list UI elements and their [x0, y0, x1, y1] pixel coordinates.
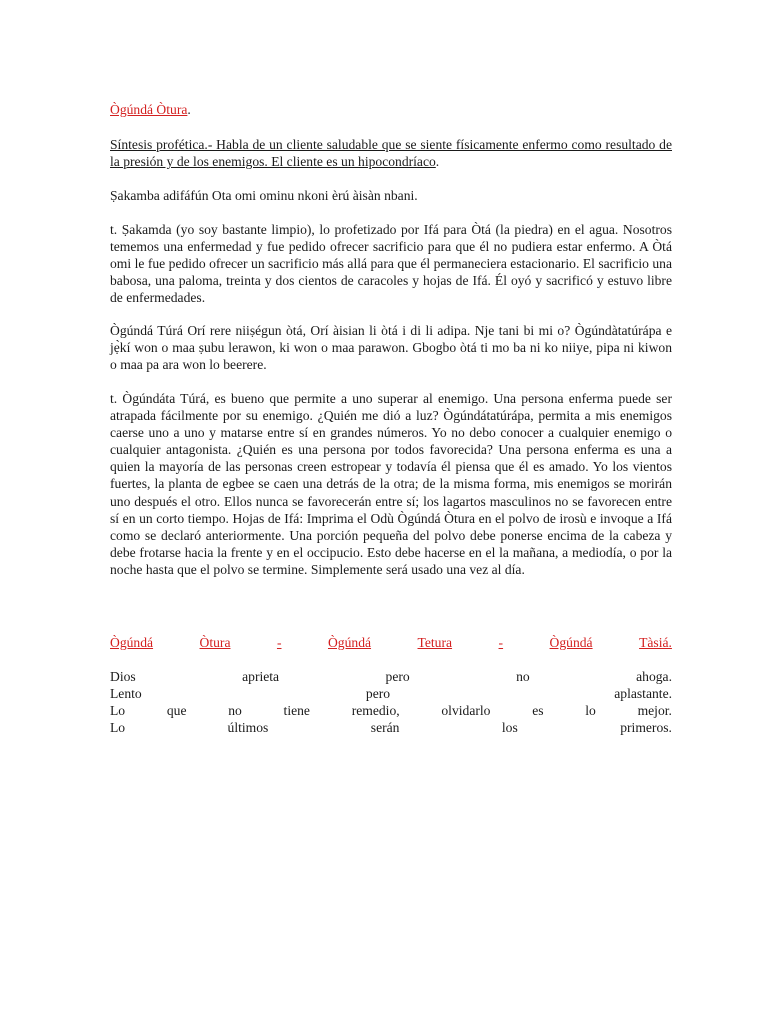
yoruba-verse-2: Ògúndá Túrá Orí rere niiṣégun òtá, Orí àisian li òtá i di li adipa. Nje tani bi mi o? Ògúndàtatúrápa e jẹ̀kí won o maa ṣubu lerawon, ki won o maa parawon. Gbogbo òtá ti mo ba ni ko niiye, pipa ni kiwon o maa pa ara won lo beerere.: [110, 323, 672, 373]
proverb-word: no: [516, 669, 530, 684]
proverb-line: [110, 668, 672, 685]
separator: -: [276, 635, 282, 650]
proverb-line: [110, 719, 672, 736]
synthesis-suffix: .: [435, 154, 440, 170]
odu-name: Tàsiá.: [639, 635, 672, 650]
proverb-word: tiene: [283, 703, 310, 719]
translation-paragraph-2: t. Ògúndáta Túrá, es bueno que permite a uno superar al enemigo. Una persona enferma puede ser atrapada fácilmente por su enemigo. ¿Quién me dió a luz? Ògúndátatúrápa, permita a mis enemigos caerse uno a uno y matarse entre sí en grandes números. Yo no debo conocer a cualquier enemigo o cualquier antagonista. ¿Quién es una persona por todos favorecida? Una persona enferma es una a quien la mayoría de las personas creen estropear y todavía él piensa que él es amado. Yo los vientos fuertes, la planta de egbee se caen una detrás de la otra; de la misma forma, mis enemigos se morirán uno después el otro. Ellos nunca se favorecerán entre sí; los lagartos masculinos no se favorecen entre sí en un corto tiempo. Hojas de Ifá: Imprima el Odù Ògúndá Òtura en el polvo de irosù e invoque a Ifá como se declaró anteriormente. Una porción pequeña del polvo debe ponerse encima de la cabeza y debe frotarse hacia la frente y en el occipucio. Esto debe hacerse en el la mañana, a mediodía, o por la noche hasta que el polvo se termine. Simplemente será usado una vez al día.: [110, 391, 672, 577]
proverb-word: lo: [585, 703, 596, 719]
proverb-word: olvidarlo: [441, 703, 491, 719]
proverb-word: aplastante.: [614, 686, 672, 702]
odu-name: Òtura: [199, 635, 231, 650]
proverb-word: primeros.: [620, 720, 672, 736]
odu-name: Ògúndá: [110, 635, 154, 650]
proverb-word: aprieta: [242, 669, 280, 684]
proverb-word: remedio,: [351, 703, 400, 719]
odu-name: Ògúndá: [549, 635, 593, 650]
synthesis-paragraph: [110, 136, 672, 170]
proverb-word: los: [501, 720, 518, 736]
odu-name: Ògúndá: [327, 635, 372, 650]
odu-names-line: [110, 634, 672, 651]
proverb-word: Lo: [110, 703, 126, 719]
proverb-word: que: [166, 703, 187, 719]
proverb-word: ahoga.: [636, 669, 672, 684]
title-suffix: .: [187, 102, 191, 117]
proverb-word: serán: [370, 720, 400, 736]
proverb-word: Dios: [110, 669, 136, 684]
proverb-word: Lo: [110, 720, 126, 736]
proverb-word: es: [532, 703, 544, 719]
proverb-line: [110, 685, 672, 702]
synthesis-text: Síntesis profética.- Habla de un cliente saludable que se siente físicamente enfermo como resultado de la presión y de los enemigos. El cliente es un hipocondríaco: [110, 137, 672, 170]
proverbs-list: [110, 668, 672, 736]
translation-paragraph-1: t. Ṣakamda (yo soy bastante limpio), lo profetizado por Ifá para Òtá (la piedra) en el agua. Nosotros tememos una enfermedad y fue pedido ofrecer sacrificio para que él no pudiera estar enfermo. A Òtá omi le fue pedido ofrecer un sacrificio más allá para que él permaneciera estacionario. El sacrificio una babosa, una paloma, treinta y dos cientos de caracoles y hojas de Ifá. Él oyó y sacrificó y estuvo libre de enfermedades.: [110, 222, 672, 306]
proverb-word: mejor.: [637, 703, 672, 719]
proverb-word: últimos: [227, 720, 269, 736]
odu-name: Tetura: [417, 635, 453, 650]
proverb-word: pero: [385, 669, 410, 684]
proverb-word: no: [228, 703, 242, 719]
proverb-word: pero: [365, 686, 391, 702]
separator: -: [498, 635, 504, 650]
title-text: Ògúndá Òtura: [110, 102, 188, 117]
proverb-word: Lento: [110, 686, 142, 702]
proverb-line: [110, 702, 672, 719]
yoruba-verse-1: Ṣakamba adifáfún Ota omi ominu nkoni èrú àisàn nbani.: [110, 188, 418, 203]
section-title: [110, 101, 672, 118]
